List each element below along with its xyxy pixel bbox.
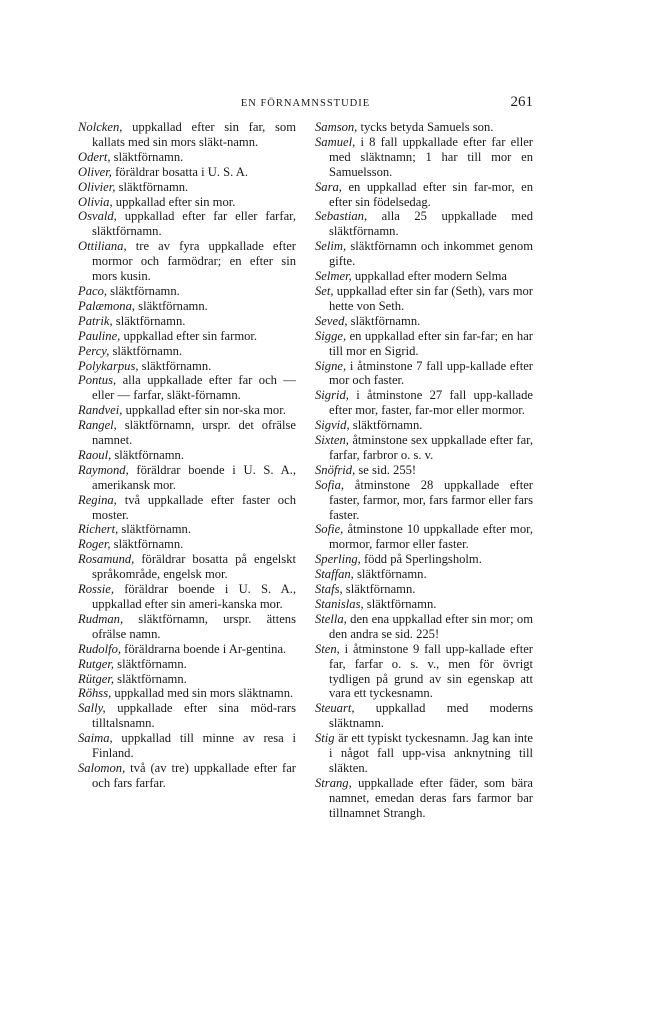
name-entry xyxy=(78,701,296,731)
entry-text: alla 25 uppkallade med släktförnamn. xyxy=(329,209,533,239)
entry-text: släktförnamn. xyxy=(135,298,208,313)
name-entry xyxy=(315,612,533,642)
entry-name: Stanislas, xyxy=(315,597,364,611)
entry-name: Nolcken, xyxy=(78,120,123,134)
name-entry xyxy=(315,582,533,597)
entry-text: åtminstone 10 uppkallade efter mor, mormor, farmor eller faster. xyxy=(329,522,533,552)
name-entry xyxy=(78,642,296,657)
name-entry xyxy=(78,657,296,672)
name-entry xyxy=(315,597,533,612)
entry-name: Selim, xyxy=(315,239,347,254)
running-head xyxy=(78,94,533,114)
entry-name: Stig xyxy=(315,731,335,746)
entry-name: Stella, xyxy=(315,611,347,626)
entry-name: Strang, xyxy=(315,775,352,790)
name-entry xyxy=(78,403,296,418)
entry-name: Odert, xyxy=(78,149,111,164)
entry-text: i åtminstone 27 fall upp-kallade efter mor, faster, far-mor eller mormor. xyxy=(329,388,533,418)
name-entry xyxy=(78,537,296,552)
name-entry xyxy=(78,522,296,537)
entry-name: Polykarpus, xyxy=(78,358,139,373)
running-title: EN FÖRNAMNSSTUDIE xyxy=(240,98,371,109)
entry-text: uppkallad efter sin far, som kallats med sin mors släkt-namn. xyxy=(92,120,296,149)
entry-text: föräldrar boende i U. S. A., amerikansk mor. xyxy=(92,462,296,492)
name-entry xyxy=(78,463,296,493)
left-column xyxy=(78,120,296,791)
entry-name: Sigge, xyxy=(315,328,347,343)
entry-name: Rossie, xyxy=(78,582,115,597)
entry-name: Rangel, xyxy=(78,418,117,433)
entry-text: släktförnamn. xyxy=(109,343,183,358)
entry-text: föräldrar bosatta på engelskt språkområde, engelsk mor. xyxy=(92,552,296,582)
name-entry xyxy=(315,731,533,776)
name-entry xyxy=(315,359,533,389)
entry-text: släktförnamn. xyxy=(342,582,416,597)
name-entry xyxy=(78,180,296,195)
entry-name: Olivier, xyxy=(78,179,116,194)
name-entry xyxy=(315,642,533,702)
entry-text: släktförnamn. xyxy=(112,313,186,328)
entry-text: släktförnamn. xyxy=(118,522,191,537)
entry-name: Regina, xyxy=(78,492,117,507)
entry-text: släktförnamn. xyxy=(111,447,184,462)
entry-text: föräldrar boende i U. S. A., uppkallad efter sin ameri-kanska mor. xyxy=(92,582,296,611)
entry-name: Rudolfo, xyxy=(78,641,122,656)
name-entry xyxy=(78,582,296,612)
entry-text: uppkallade efter fäder, som bära namnet, emedan deras fars farmor bar tillnamnet Strangh. xyxy=(329,775,533,820)
entry-name: Sebastian, xyxy=(315,209,368,224)
entry-name: Raoul, xyxy=(78,447,112,462)
entry-text: två (av tre) uppkallade efter far och fars farfar. xyxy=(92,760,296,790)
name-entry xyxy=(78,329,296,344)
entry-text: tre av fyra uppkallade efter mormor och farmödrar; en efter sin mors kusin. xyxy=(92,239,296,284)
entry-name: Sofia, xyxy=(315,477,345,492)
entry-text: släktförnamn. xyxy=(363,597,437,611)
name-entry xyxy=(78,165,296,180)
name-entry xyxy=(315,329,533,359)
entry-text: släktförnamn. xyxy=(107,283,180,298)
entry-text: uppkallad med sin mors släktnamn. xyxy=(111,686,294,701)
name-entry xyxy=(315,463,533,478)
name-entry xyxy=(78,418,296,448)
entry-name: Raymond, xyxy=(78,462,129,477)
entry-name: Saima, xyxy=(78,731,113,746)
entry-text: släktförnamn, urspr. det ofrälse namnet. xyxy=(92,418,296,448)
entry-text: släktförnamn. xyxy=(110,537,184,552)
name-entry xyxy=(78,209,296,239)
entry-text: uppkallad efter sin farmor. xyxy=(120,328,258,343)
name-entry xyxy=(315,180,533,210)
entry-name: Salomon, xyxy=(78,760,126,775)
entry-text: två uppkallade efter faster och moster. xyxy=(92,492,296,522)
entry-name: Richert, xyxy=(78,522,119,537)
entry-text: släktförnamn. xyxy=(114,671,187,686)
entry-text: i 8 fall uppkallade efter far eller med släktnamn; 1 har till mor en Samuelsson. xyxy=(329,134,533,179)
entry-text: släktförnamn. xyxy=(353,567,427,582)
name-entry xyxy=(315,478,533,523)
entry-name: Pontus, xyxy=(78,373,117,388)
name-entry xyxy=(78,284,296,299)
entry-name: Sofie, xyxy=(315,522,344,537)
entry-text: uppkallad efter sin nor-ska mor. xyxy=(122,403,286,418)
entry-name: Samson, xyxy=(315,120,358,134)
name-entry xyxy=(315,314,533,329)
page-number: 261 xyxy=(510,94,533,110)
entry-name: Sigvid, xyxy=(315,418,350,433)
name-entry xyxy=(78,150,296,165)
entry-text: uppkallad till minne av resa i Finland. xyxy=(92,731,296,761)
entry-name: Rütger, xyxy=(78,671,115,686)
entry-name: Ottiliana, xyxy=(78,239,127,254)
entry-name: Selmer, xyxy=(315,269,352,284)
entry-name: Rudman, xyxy=(78,611,124,626)
name-entry xyxy=(78,686,296,701)
name-entry xyxy=(315,135,533,180)
name-entry xyxy=(315,388,533,418)
entry-name: Oliver, xyxy=(78,164,112,179)
name-entry xyxy=(78,120,296,150)
entry-text: alla uppkallade efter far och — eller — farfar, släkt-förnamn. xyxy=(92,373,296,403)
right-column xyxy=(315,120,533,821)
entry-text: en uppkallad efter sin far-mor, en efter sin födelsedag. xyxy=(329,179,533,209)
entry-name: Sara, xyxy=(315,179,342,194)
name-entry xyxy=(315,567,533,582)
entry-name: Steuart, xyxy=(315,701,355,716)
entry-name: Stafs, xyxy=(315,582,343,597)
entry-name: Röhss, xyxy=(78,686,112,701)
entry-name: Randvei, xyxy=(78,403,123,418)
entry-text: släktförnamn. xyxy=(114,656,187,671)
entry-name: Sally, xyxy=(78,701,106,716)
entry-name: Sperling, xyxy=(315,552,361,567)
name-entry xyxy=(315,418,533,433)
name-entry xyxy=(78,195,296,210)
entry-text: släktförnamn. xyxy=(138,358,212,373)
name-entry xyxy=(78,552,296,582)
entry-text: åtminstone sex uppkallade efter far, farfar, farbror o. s. v. xyxy=(329,433,533,462)
entry-name: Percy, xyxy=(78,343,110,358)
entry-text: släktförnamn. xyxy=(110,149,184,164)
name-entry xyxy=(78,239,296,284)
name-entry xyxy=(78,359,296,374)
entry-text: släktförnamn, urspr. ättens ofrälse namn. xyxy=(92,611,296,641)
entry-text: släktförnamn. xyxy=(115,179,189,194)
entry-text: uppkallade efter sina möd-rars tilltalsnamn. xyxy=(92,701,296,731)
entry-name: Rutger, xyxy=(78,656,115,671)
name-entry xyxy=(78,731,296,761)
name-entry xyxy=(315,552,533,567)
entry-text: uppkallad efter far eller farfar, släktförnamn. xyxy=(92,209,296,239)
entry-name: Set, xyxy=(315,283,334,298)
name-entry xyxy=(78,314,296,329)
entry-name: Staffan, xyxy=(315,567,354,582)
entry-text: en uppkallad efter sin far-far; en har till mor en Sigrid. xyxy=(329,328,533,358)
entry-text: släktförnamn. xyxy=(347,313,421,328)
entry-name: Roger, xyxy=(78,537,111,552)
entry-text: uppkallad efter sin mor. xyxy=(112,194,236,209)
name-entry xyxy=(315,269,533,284)
entry-text: föräldrar bosatta i U. S. A. xyxy=(111,164,248,179)
entry-name: Olivia, xyxy=(78,194,113,209)
name-entry xyxy=(315,209,533,239)
entry-name: Palæmona, xyxy=(78,298,136,313)
name-entry xyxy=(78,761,296,791)
entry-name: Sten, xyxy=(315,641,340,656)
entry-text: föräldrarna boende i Ar-gentina. xyxy=(121,641,287,656)
entry-name: Samuel, xyxy=(315,134,356,149)
name-entry xyxy=(315,776,533,821)
name-entry xyxy=(78,344,296,359)
entry-name: Paco, xyxy=(78,283,108,298)
name-entry xyxy=(78,672,296,687)
entry-text: se sid. 255! xyxy=(355,462,417,477)
entry-name: Sigrid, xyxy=(315,388,349,403)
name-entry xyxy=(315,120,533,135)
entry-text: den ena uppkallad efter sin mor; om den andra se sid. 225! xyxy=(329,611,533,641)
name-entry xyxy=(315,701,533,731)
name-entry xyxy=(78,612,296,642)
name-entry xyxy=(78,373,296,403)
name-entry xyxy=(315,522,533,552)
entry-text: född på Sperlingsholm. xyxy=(360,552,482,567)
entry-name: Osvald, xyxy=(78,209,117,224)
name-entry xyxy=(78,299,296,314)
entry-text: uppkallad efter sin far (Seth), vars mor hette von Seth. xyxy=(329,283,533,313)
entry-text: uppkallad med moderns släktnamn. xyxy=(329,701,533,731)
entry-text: är ett typiskt tyckesnamn. Jag kan inte i något fall upp-visa anknytning till släkten. xyxy=(329,731,533,775)
name-entry xyxy=(78,493,296,523)
entry-name: Snöfrid, xyxy=(315,462,356,477)
entry-text: åtminstone 28 uppkallade efter faster, farmor, mor, fars farmor eller fars faster. xyxy=(329,477,533,522)
entry-name: Rosamund, xyxy=(78,552,135,567)
entry-text: tycks betyda Samuels son. xyxy=(357,120,494,134)
entry-text: i åtminstone 9 fall upp-kallade efter far, farfar o. s. v., men för övrigt tydligen på grund av sin egenskap att vara ett tyckesnamn. xyxy=(329,641,533,701)
entry-text: uppkallad efter modern Selma xyxy=(351,269,508,284)
entry-text: släktförnamn och inkommet genom gifte. xyxy=(329,239,533,269)
entry-name: Sixten, xyxy=(315,433,349,448)
entry-name: Pauline, xyxy=(78,328,121,343)
entry-name: Seved, xyxy=(315,313,348,328)
entry-text: släktförnamn. xyxy=(349,418,423,433)
name-entry xyxy=(315,239,533,269)
entry-text: i åtminstone 7 fall upp-kallade efter mor och faster. xyxy=(329,358,533,388)
name-entry xyxy=(315,433,533,463)
entry-name: Signe, xyxy=(315,358,347,373)
name-entry xyxy=(315,284,533,314)
entry-name: Patrik, xyxy=(78,313,113,328)
name-entry xyxy=(78,448,296,463)
